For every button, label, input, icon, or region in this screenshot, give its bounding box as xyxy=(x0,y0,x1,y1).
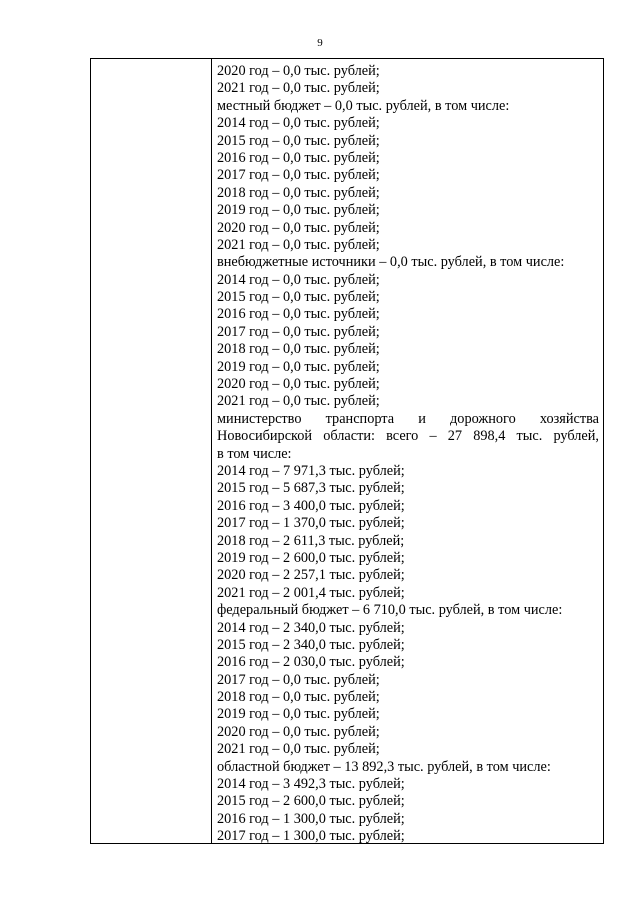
text-line: 2018 год – 0,0 тыс. рублей; xyxy=(217,689,380,706)
text-line: 2017 год – 1 300,0 тыс. рублей; xyxy=(217,828,405,845)
text-line: 2014 год – 0,0 тыс. рублей; xyxy=(217,115,380,132)
text-line: 2020 год – 2 257,1 тыс. рублей; xyxy=(217,567,405,584)
text-line: 2020 год – 0,0 тыс. рублей; xyxy=(217,723,380,740)
text-line: 2016 год – 0,0 тыс. рублей; xyxy=(217,149,380,166)
text-line: 2016 год – 1 300,0 тыс. рублей; xyxy=(217,810,405,827)
text-line: 2015 год – 0,0 тыс. рублей; xyxy=(217,289,380,306)
text-line: 2014 год – 7 971,3 тыс. рублей; xyxy=(217,462,405,479)
text-line: 2019 год – 0,0 тыс. рублей; xyxy=(217,202,380,219)
text-line: 2016 год – 0,0 тыс. рублей; xyxy=(217,306,380,323)
text-line: 2020 год – 0,0 тыс. рублей; xyxy=(217,219,380,236)
page-number: 9 xyxy=(317,37,323,49)
text-line: 2017 год – 0,0 тыс. рублей; xyxy=(217,323,380,340)
text-line: 2021 год – 2 001,4 тыс. рублей; xyxy=(217,584,405,601)
text-line: 2019 год – 2 600,0 тыс. рублей; xyxy=(217,549,405,566)
text-line: 2020 год – 0,0 тыс. рублей; xyxy=(217,376,380,393)
text-line: 2015 год – 2 340,0 тыс. рублей; xyxy=(217,636,405,653)
text-line: местный бюджет – 0,0 тыс. рублей, в том числе: xyxy=(217,97,510,114)
text-line: в том числе: xyxy=(217,445,292,462)
table-right-cell xyxy=(217,63,599,846)
text-line: 2019 год – 0,0 тыс. рублей; xyxy=(217,706,380,723)
text-line: 2016 год – 3 400,0 тыс. рублей; xyxy=(217,497,405,514)
text-line: 2017 год – 0,0 тыс. рублей; xyxy=(217,167,380,184)
text-line: 2017 год – 0,0 тыс. рублей; xyxy=(217,671,380,688)
text-line: 2021 год – 0,0 тыс. рублей; xyxy=(217,741,380,758)
text-line: 2018 год – 2 611,3 тыс. рублей; xyxy=(217,532,405,549)
text-line: 2014 год – 0,0 тыс. рублей; xyxy=(217,271,380,288)
text-line: 2021 год – 0,0 тыс. рублей; xyxy=(217,236,380,253)
text-line: 2021 год – 0,0 тыс. рублей; xyxy=(217,393,380,410)
text-line: внебюджетные источники – 0,0 тыс. рублей, в том числе: xyxy=(217,254,565,271)
text-line: 2021 год – 0,0 тыс. рублей; xyxy=(217,80,380,97)
text-line: 2015 год – 5 687,3 тыс. рублей; xyxy=(217,480,405,497)
text-line: 2016 год – 2 030,0 тыс. рублей; xyxy=(217,654,405,671)
table-left-cell xyxy=(91,59,212,843)
text-line: 2014 год – 3 492,3 тыс. рублей; xyxy=(217,776,405,793)
text-line: 2017 год – 1 370,0 тыс. рублей; xyxy=(217,515,405,532)
text-line: 2018 год – 0,0 тыс. рублей; xyxy=(217,341,380,358)
funding-table xyxy=(90,58,604,844)
text-line: 2019 год – 0,0 тыс. рублей; xyxy=(217,358,380,375)
text-line: областной бюджет – 13 892,3 тыс. рублей, в том числе: xyxy=(217,758,551,775)
text-line: 2014 год – 2 340,0 тыс. рублей; xyxy=(217,619,405,636)
text-line: Новосибирской области: всего – 27 898,4 тыс. рублей, xyxy=(217,428,599,445)
text-line: федеральный бюджет – 6 710,0 тыс. рублей, в том числе: xyxy=(217,602,563,619)
text-line: 2018 год – 0,0 тыс. рублей; xyxy=(217,184,380,201)
text-line: 2015 год – 0,0 тыс. рублей; xyxy=(217,132,380,149)
text-line: 2015 год – 2 600,0 тыс. рублей; xyxy=(217,793,405,810)
text-line: министерство транспорта и дорожного хозяйства xyxy=(217,410,599,427)
text-line: 2020 год – 0,0 тыс. рублей; xyxy=(217,63,380,79)
